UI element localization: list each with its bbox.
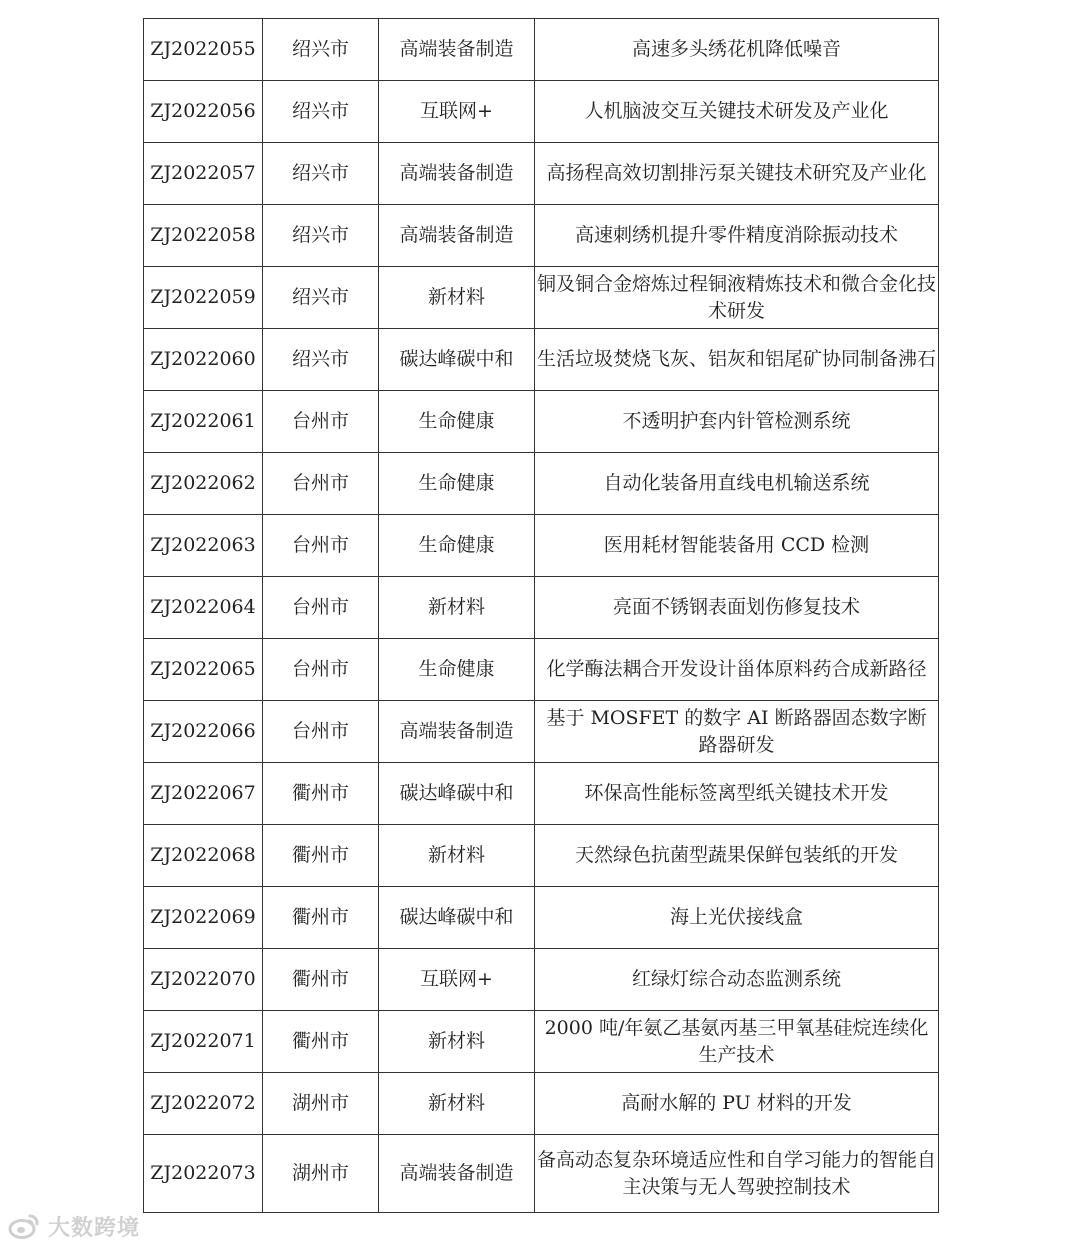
table-row <box>144 1011 939 1073</box>
watermark <box>8 1210 140 1242</box>
field-cell: 互联网+ <box>379 81 535 143</box>
table-row <box>144 205 939 267</box>
city-cell: 绍兴市 <box>263 81 379 143</box>
field-cell: 生命健康 <box>379 515 535 577</box>
project-code-cell: ZJ2022058 <box>144 205 263 267</box>
city-cell: 绍兴市 <box>263 143 379 205</box>
table-row <box>144 763 939 825</box>
field-cell: 新材料 <box>379 1073 535 1135</box>
city-cell: 绍兴市 <box>263 329 379 391</box>
project-code-cell: ZJ2022062 <box>144 453 263 515</box>
project-code-cell: ZJ2022061 <box>144 391 263 453</box>
table-row <box>144 391 939 453</box>
project-name-cell: 亮面不锈钢表面划伤修复技术 <box>535 577 939 639</box>
project-name-cell: 红绿灯综合动态监测系统 <box>535 949 939 1011</box>
field-cell: 生命健康 <box>379 391 535 453</box>
project-code-cell: ZJ2022073 <box>144 1135 263 1213</box>
field-cell: 高端装备制造 <box>379 205 535 267</box>
table-row <box>144 515 939 577</box>
weibo-logo-icon <box>8 1212 42 1240</box>
field-cell: 新材料 <box>379 1011 535 1073</box>
project-table <box>143 18 939 1213</box>
table-row <box>144 949 939 1011</box>
project-code-cell: ZJ2022071 <box>144 1011 263 1073</box>
field-cell: 新材料 <box>379 577 535 639</box>
table-row <box>144 887 939 949</box>
project-code-cell: ZJ2022070 <box>144 949 263 1011</box>
field-cell: 新材料 <box>379 825 535 887</box>
city-cell: 台州市 <box>263 391 379 453</box>
project-name-cell: 高扬程高效切割排污泵关键技术研究及产业化 <box>535 143 939 205</box>
project-code-cell: ZJ2022060 <box>144 329 263 391</box>
project-code-cell: ZJ2022057 <box>144 143 263 205</box>
city-cell: 绍兴市 <box>263 205 379 267</box>
table-row <box>144 329 939 391</box>
table-row <box>144 825 939 887</box>
project-name-cell: 生活垃圾焚烧飞灰、铝灰和铝尾矿协同制备沸石 <box>535 329 939 391</box>
project-code-cell: ZJ2022065 <box>144 639 263 701</box>
table-row <box>144 19 939 81</box>
table-body <box>144 19 939 1213</box>
city-cell: 衢州市 <box>263 1011 379 1073</box>
city-cell: 衢州市 <box>263 887 379 949</box>
project-name-cell: 自动化装备用直线电机输送系统 <box>535 453 939 515</box>
city-cell: 台州市 <box>263 515 379 577</box>
project-code-cell: ZJ2022056 <box>144 81 263 143</box>
project-name-cell: 不透明护套内针管检测系统 <box>535 391 939 453</box>
table-row <box>144 453 939 515</box>
project-code-cell: ZJ2022069 <box>144 887 263 949</box>
field-cell: 碳达峰碳中和 <box>379 763 535 825</box>
project-name-cell: 天然绿色抗菌型蔬果保鲜包装纸的开发 <box>535 825 939 887</box>
city-cell: 湖州市 <box>263 1073 379 1135</box>
city-cell: 绍兴市 <box>263 267 379 329</box>
project-name-cell: 化学酶法耦合开发设计甾体原料药合成新路径 <box>535 639 939 701</box>
project-name-cell: 备高动态复杂环境适应性和自学习能力的智能自主决策与无人驾驶控制技术 <box>535 1135 939 1213</box>
city-cell: 湖州市 <box>263 1135 379 1213</box>
project-code-cell: ZJ2022063 <box>144 515 263 577</box>
project-name-cell: 基于 MOSFET 的数字 AI 断路器固态数字断路器研发 <box>535 701 939 763</box>
table-row <box>144 639 939 701</box>
project-code-cell: ZJ2022072 <box>144 1073 263 1135</box>
city-cell: 衢州市 <box>263 949 379 1011</box>
project-name-cell: 环保高性能标签离型纸关键技术开发 <box>535 763 939 825</box>
table-row <box>144 701 939 763</box>
city-cell: 台州市 <box>263 639 379 701</box>
table-row <box>144 1135 939 1213</box>
field-cell: 高端装备制造 <box>379 701 535 763</box>
project-name-cell: 铜及铜合金熔炼过程铜液精炼技术和微合金化技术研发 <box>535 267 939 329</box>
project-code-cell: ZJ2022055 <box>144 19 263 81</box>
city-cell: 台州市 <box>263 577 379 639</box>
field-cell: 生命健康 <box>379 639 535 701</box>
project-name-cell: 人机脑波交互关键技术研发及产业化 <box>535 81 939 143</box>
project-code-cell: ZJ2022066 <box>144 701 263 763</box>
field-cell: 互联网+ <box>379 949 535 1011</box>
project-name-cell: 高速多头绣花机降低噪音 <box>535 19 939 81</box>
field-cell: 生命健康 <box>379 453 535 515</box>
city-cell: 衢州市 <box>263 825 379 887</box>
project-name-cell: 高耐水解的 PU 材料的开发 <box>535 1073 939 1135</box>
table-row <box>144 267 939 329</box>
table-row <box>144 1073 939 1135</box>
project-code-cell: ZJ2022064 <box>144 577 263 639</box>
project-name-cell: 高速刺绣机提升零件精度消除振动技术 <box>535 205 939 267</box>
field-cell: 新材料 <box>379 267 535 329</box>
project-code-cell: ZJ2022059 <box>144 267 263 329</box>
table-row <box>144 81 939 143</box>
project-name-cell: 2000 吨/年氨乙基氨丙基三甲氧基硅烷连续化生产技术 <box>535 1011 939 1073</box>
watermark-text: 大数跨境 <box>48 1215 141 1241</box>
city-cell: 衢州市 <box>263 763 379 825</box>
city-cell: 台州市 <box>263 701 379 763</box>
project-code-cell: ZJ2022068 <box>144 825 263 887</box>
table-row <box>144 143 939 205</box>
field-cell: 碳达峰碳中和 <box>379 329 535 391</box>
city-cell: 绍兴市 <box>263 19 379 81</box>
city-cell: 台州市 <box>263 453 379 515</box>
project-code-cell: ZJ2022067 <box>144 763 263 825</box>
field-cell: 高端装备制造 <box>379 143 535 205</box>
project-name-cell: 医用耗材智能装备用 CCD 检测 <box>535 515 939 577</box>
field-cell: 高端装备制造 <box>379 19 535 81</box>
project-name-cell: 海上光伏接线盒 <box>535 887 939 949</box>
table-row <box>144 577 939 639</box>
field-cell: 高端装备制造 <box>379 1135 535 1213</box>
field-cell: 碳达峰碳中和 <box>379 887 535 949</box>
